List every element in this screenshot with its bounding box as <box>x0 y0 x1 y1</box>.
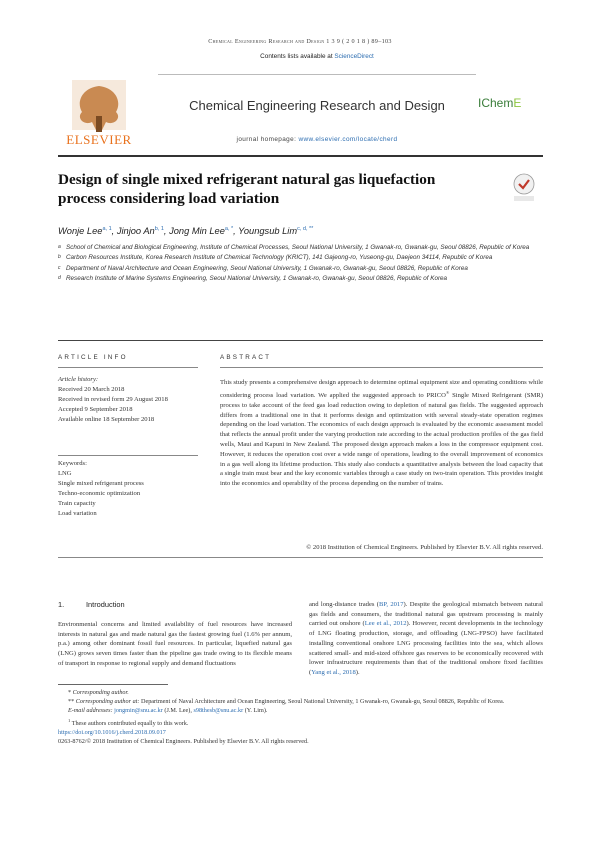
ichem-logo-b: E <box>513 96 522 110</box>
author[interactable]: Jong Min Lee$^{a, *}$ <box>169 226 234 237</box>
citation-link[interactable]: Lee et al., 2012 <box>364 620 407 628</box>
article-info-rule <box>58 367 198 368</box>
footnote-corresponding: * Corresponding author. <box>68 689 129 696</box>
keyword: LNG <box>58 470 72 477</box>
keyword: Load variation <box>58 510 97 517</box>
citation-link[interactable]: Yang et al., 2018 <box>311 668 356 676</box>
intro-column-2: and long-distance trades (BP, 2017). Despite the geological mismatch between natural gas fields and consumers, the traditional natural gas upstream processing is mainly carried out onshore (Lee et al., 2012). However, recent developments in the technology of LNG floating production, storage, and offloading (LNG-FPSO) have facilitated installing conventional onshore LNG processing facilities into the sea, which allows scattered small- and mid-sized offshore gas reserves to be economically recovered with lower infrastructure requirements than that of the traditional onshore fixed facilities (Yang et al., 2018). <box>309 601 544 676</box>
journal-masthead <box>58 52 543 157</box>
intro-column-1: Environmental concerns and limited availability of fuel resources have increased interests in natural gas and made natural gas the fastest growing fuel (1.6% per annum, p.a.) among other dominant fossil fuel resources. In particular, liquefied natural gas (LNG) grows seven times faster than the pipeline gas trade owing to its flexible means of transport in response to regional supply and demand fluctuations <box>58 621 292 667</box>
affiliation: d Research Institute of Marine Systems Engineering, Seoul National University, 1 Gwanak-ro, Gwanak-gu, Seoul 08826, Republic of Korea <box>58 275 448 283</box>
author[interactable]: Youngsub Lim$^{c, d, **}$ <box>238 226 314 237</box>
footnotes <box>58 688 543 746</box>
running-header: Chemical Engineering Research and Design 1 3 9 ( 2 0 1 8 ) 89–103 <box>208 38 392 45</box>
article-info-divider <box>58 455 198 456</box>
elsevier-wordmark: ELSEVIER <box>66 132 132 147</box>
history-item: Available online 18 September 2018 <box>58 416 155 423</box>
contents-prefix: Contents lists available at <box>260 53 333 60</box>
abstract-rule <box>220 367 543 368</box>
check-for-updates-icon[interactable] <box>510 172 538 202</box>
keywords <box>58 459 203 519</box>
keyword: Techno-economic optimization <box>58 490 141 497</box>
footnote-corresponding-2: ** Corresponding author at: Department of Naval Architecture and Ocean Engineering, Seoul National University, 1 Gwanak-ro, Gwanak-gu, Seoul 08826, Republic of Korea. <box>68 698 505 706</box>
keyword: Train capacity <box>58 500 96 507</box>
history-label: Article history: <box>58 376 99 383</box>
citation-link[interactable]: BP, 2017 <box>379 601 404 608</box>
abstract-body: This study presents a comprehensive design approach to determine optimal equipment size and operating conditions while considering process load variation. We applied the suggested approach to PRICO® Single Mixed Refrigerant (SMR) process to take account of the feed gas load reduction owing to depletion of natural gas fields. The suggested approach differs from a traditional one in that it performs design and optimization with several steady-state operation regimes depending on the load variation. The economics of each design approach is evaluated by the economic assessment model that reflects the annual profit under the varying production rate according to the actual production profiles of the gas field wells, Maui and Kapuni in New Zealand. The proposed design approach makes a loss in the compressor equipment cost. However, it reduces the operation cost over a wide range of operations, leading to the overall improvement of economics in a gas well along its lifetime production. This study also conducts a quantitative analysis between the load capacity that a single train must bear and the key economic variables through a case study on two-train operation. This provides insight into the economics and operability of the process depending on the number of trains. <box>220 379 543 488</box>
article-info-heading: ARTICLE INFO <box>58 354 128 361</box>
author-list: Wonje Lee$^{a, 1}$, Jinjoo An$^{b, 1}$, Jong Min Lee$^{a, *}$, Youngsub Lim$^{c, d, **}$ <box>58 226 314 237</box>
doi-link[interactable]: https://doi.org/10.1016/j.cherd.2018.09.017 <box>58 728 166 736</box>
section-divider <box>58 340 543 341</box>
journal-homepage <box>158 136 476 143</box>
affiliation: c Department of Naval Architecture and Ocean Engineering, Seoul National University, 1 Gwanak-ro, Gwanak-gu, Seoul 08826, Republic of Korea <box>58 264 468 272</box>
email-link[interactable]: s98thesb@snu.ac.kr <box>193 707 244 715</box>
affiliation: b Carbon Resources Institute, Korea Research Institute of Chemical Technology (KRICT), 141 Gajeong-ro, Yuseong-gu, Daejeon 34114, Republic of Korea <box>58 254 493 262</box>
footnote-emails: E-mail addresses: jongmin@snu.ac.kr (J.M. Lee), s98thesb@snu.ac.kr (Y. Lim). <box>68 707 268 715</box>
footnote-rule <box>58 684 168 685</box>
footnote-equal: $^1$ These authors contributed equally to this work. <box>68 717 189 727</box>
intro-heading: 1. Introduction <box>58 600 125 609</box>
journal-name: Chemical Engineering Research and Design <box>189 98 445 113</box>
masthead-rule <box>58 155 543 157</box>
email-link[interactable]: jongmin@snu.ac.kr <box>114 707 163 715</box>
homepage-url[interactable]: www.elsevier.com/locate/cherd <box>298 136 398 143</box>
contents-line <box>158 53 476 60</box>
abstract-copyright: © 2018 Institution of Chemical Engineers. Published by Elsevier B.V. All rights reserved. <box>306 544 543 551</box>
affiliation: a School of Chemical and Biological Engineering, Institute of Chemical Processes, Seoul National University, 1 Gwanak-ro, Gwanak-gu, Seoul 08826, Republic of Korea <box>58 244 530 251</box>
keywords-label: Keywords: <box>58 460 87 467</box>
homepage-prefix: journal homepage: <box>236 136 297 143</box>
history-item: Received in revised form 29 August 2018 <box>58 396 168 403</box>
abstract-heading: ABSTRACT <box>220 354 272 361</box>
article-title: Design of single mixed refrigerant natural gas liquefaction process considering load variation <box>58 171 436 207</box>
ichem-logo <box>478 96 543 118</box>
abstract-bottom-rule <box>58 557 543 558</box>
history-item: Received 20 March 2018 <box>58 386 125 393</box>
affiliations <box>58 243 543 285</box>
article-history <box>58 375 203 425</box>
issn-line: 0263-8762/© 2018 Institution of Chemical Engineers. Published by Elsevier B.V. All rights reserved. <box>58 738 309 746</box>
author[interactable]: Jinjoo An$^{b, 1}$ <box>116 226 164 237</box>
sciencedirect-link[interactable]: ScienceDirect <box>334 53 374 60</box>
history-item: Accepted 9 September 2018 <box>58 406 133 413</box>
author[interactable]: Wonje Lee$^{a, 1}$ <box>58 226 112 237</box>
ichem-logo-a: IChem <box>478 96 514 110</box>
keyword: Single mixed refrigerant process <box>58 480 144 487</box>
masthead-top-rule <box>158 74 476 75</box>
